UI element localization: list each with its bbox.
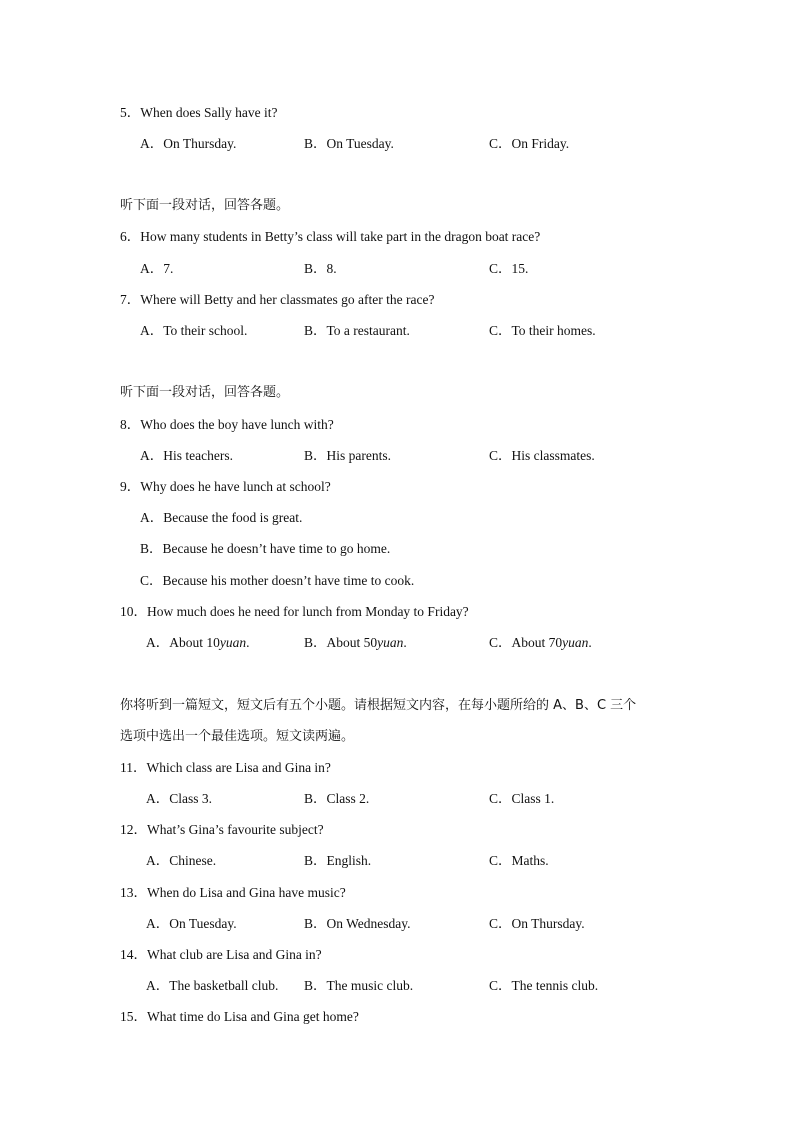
- option-a: A．Chinese.: [146, 853, 217, 868]
- option-a: A．7.: [140, 261, 174, 276]
- option-c: C．Maths.: [489, 853, 549, 868]
- option-a: A．Because the food is great.: [140, 510, 303, 525]
- option-c: C．On Thursday.: [489, 916, 585, 931]
- question-12-options: [146, 853, 766, 869]
- option-a: A．Class 3.: [146, 791, 213, 806]
- option-c: C．Class 1.: [489, 791, 555, 806]
- section-instruction: 你将听到一篇短文，短文后有五个小题。请根据短文内容，在每小题所给的 A、B、C 三个: [120, 698, 637, 713]
- option-c: C．To their homes.: [489, 323, 596, 338]
- option-a: A．His teachers.: [140, 448, 233, 463]
- question-11: 11．Which class are Lisa and Gina in?: [120, 760, 331, 775]
- option-b: B．English.: [304, 853, 372, 868]
- section-instruction: 听下面一段对话，回答各题。: [120, 198, 290, 213]
- question-12: 12．What’s Gina’s favourite subject?: [120, 822, 324, 837]
- question-7-options: [140, 323, 760, 339]
- question-14: 14．What club are Lisa and Gina in?: [120, 947, 322, 962]
- option-b: B．Because he doesn’t have time to go home.: [140, 541, 391, 556]
- option-a: A．To their school.: [140, 323, 248, 338]
- option-b: B．On Tuesday.: [304, 136, 394, 151]
- option-a: A．On Tuesday.: [146, 916, 237, 931]
- option-c: C．His classmates.: [489, 448, 595, 463]
- question-6-options: [140, 261, 760, 277]
- option-b: B．On Wednesday.: [304, 916, 411, 931]
- question-9: 9．Why does he have lunch at school?: [120, 479, 331, 494]
- question-13-options: [146, 916, 766, 932]
- option-c: C．15.: [489, 261, 529, 276]
- option-a: A．On Thursday.: [140, 136, 237, 151]
- option-b: B．8.: [304, 261, 337, 276]
- option-a: A．About 10yuan.: [146, 635, 250, 650]
- question-6: 6．How many students in Betty’s class will take part in the dragon boat race?: [120, 229, 541, 244]
- question-10: 10．How much does he need for lunch from Monday to Friday?: [120, 604, 469, 619]
- option-c: C．About 70yuan.: [489, 635, 592, 650]
- question-5: 5．When does Sally have it?: [120, 105, 278, 120]
- question-15: 15．What time do Lisa and Gina get home?: [120, 1009, 359, 1024]
- question-13: 13．When do Lisa and Gina have music?: [120, 885, 346, 900]
- option-b: B．About 50yuan.: [304, 635, 407, 650]
- question-5-options: [140, 136, 760, 152]
- option-c: C．Because his mother doesn’t have time to cook.: [140, 573, 415, 588]
- question-14-options: [146, 978, 766, 994]
- question-7: 7．Where will Betty and her classmates go after the race?: [120, 292, 435, 307]
- section-instruction: 听下面一段对话，回答各题。: [120, 385, 290, 400]
- question-10-options: [146, 635, 766, 651]
- option-b: B．Class 2.: [304, 791, 370, 806]
- section-instruction-continued: 选项中选出一个最佳选项。短文读两遍。: [120, 729, 355, 744]
- option-b: B．His parents.: [304, 448, 391, 463]
- question-11-options: [146, 791, 766, 807]
- option-b: B．The music club.: [304, 978, 414, 993]
- option-c: C．The tennis club.: [489, 978, 599, 993]
- question-8-options: [140, 448, 760, 464]
- option-a: A．The basketball club.: [146, 978, 279, 993]
- question-8: 8．Who does the boy have lunch with?: [120, 417, 334, 432]
- option-b: B．To a restaurant.: [304, 323, 410, 338]
- option-c: C．On Friday.: [489, 136, 570, 151]
